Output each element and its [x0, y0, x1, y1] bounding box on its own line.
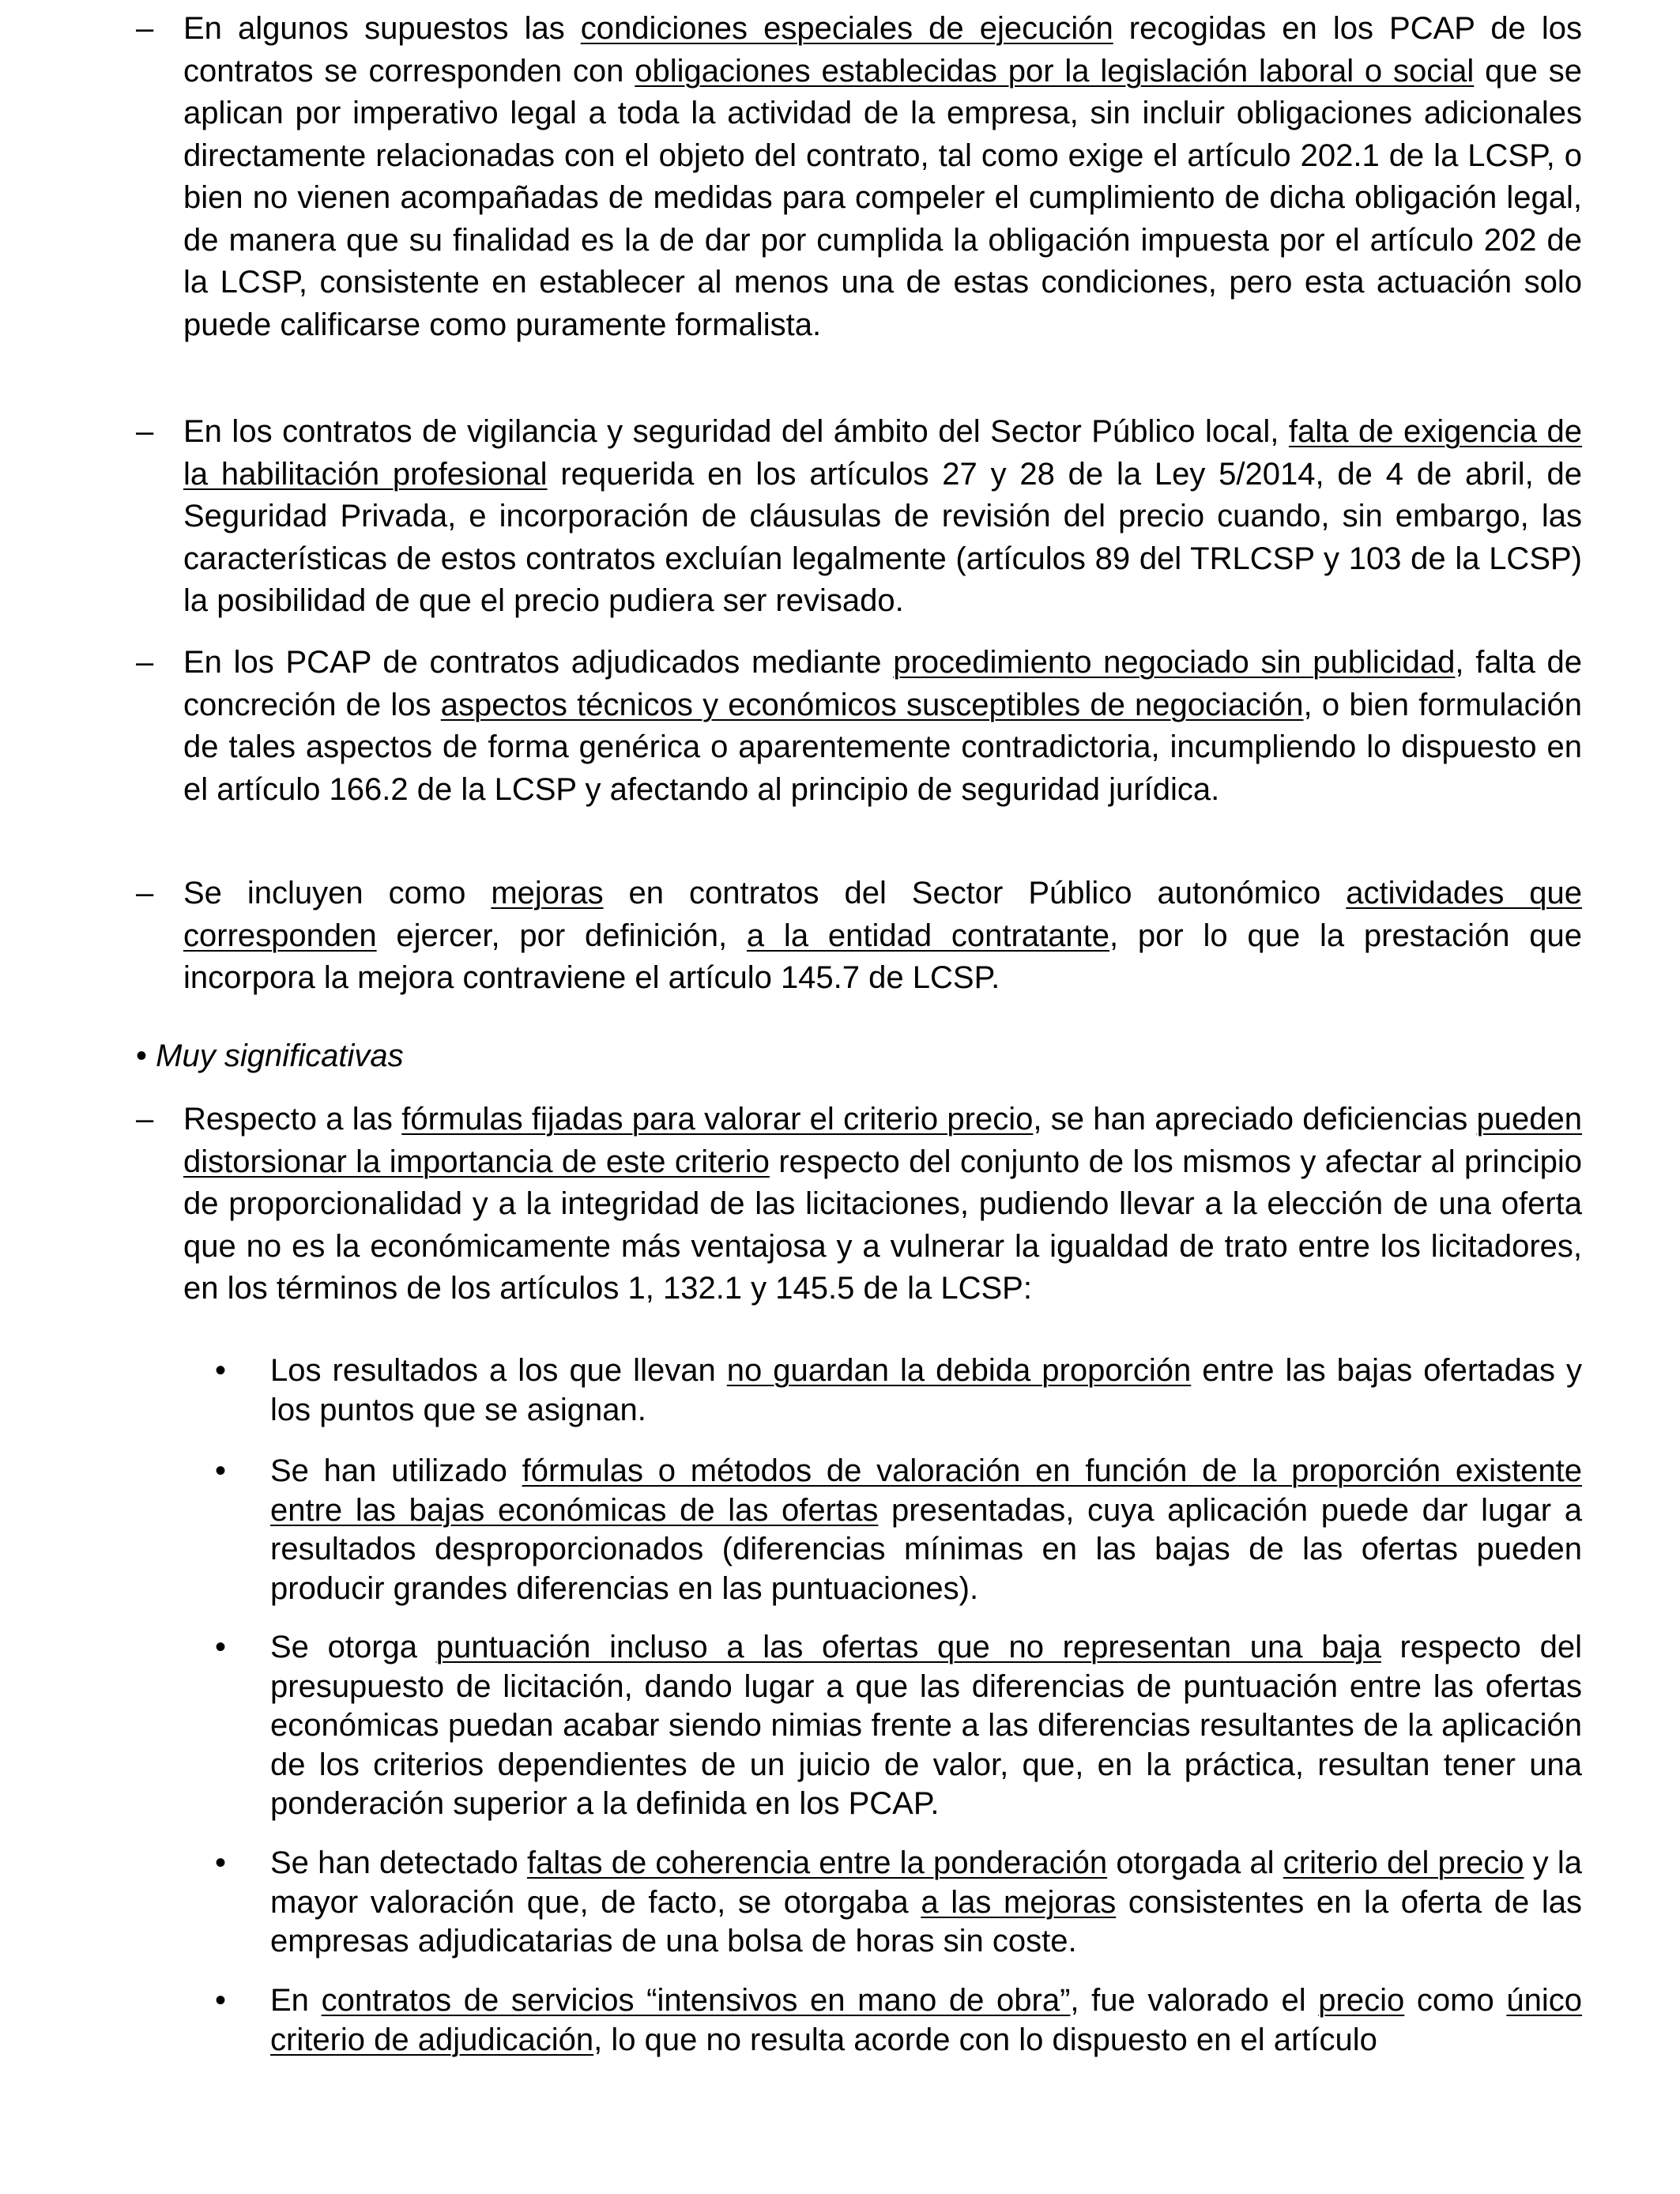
text-run: , lo que no resulta acorde con lo dispuesto en el artículo: [593, 2022, 1377, 2057]
heading-text: Muy significativas: [156, 1039, 404, 1073]
text-run: respecto del presupuesto de licitación, dando lugar a que las diferencias de puntuación entre las ofertas económicas puedan acabar siendo nimias frente a las diferencias resultantes de la aplicación de los criterios dependientes de un juicio de valor, que, en la práctica, resultan tener una ponderación superior a la definida en los PCAP.: [270, 1630, 1582, 1821]
underlined-text: no guardan la debida proporción: [726, 1353, 1192, 1388]
text-run: Respecto a las: [183, 1102, 402, 1137]
paragraph-security-contracts: [183, 411, 1582, 623]
text-run: Los resultados a los que llevan: [270, 1353, 727, 1388]
bullet-marker: •: [215, 1845, 227, 1880]
underlined-text: actividades que corresponden: [183, 876, 1583, 953]
text-run: En los PCAP de contratos adjudicados mediante: [183, 645, 894, 680]
underlined-text: contratos de servicios “intensivos en mano de obra”: [321, 1983, 1071, 2018]
text-run: otorgada al: [1107, 1845, 1283, 1880]
text-run: ejercer, por definición,: [376, 918, 747, 953]
underlined-text: precio: [1318, 1983, 1405, 2018]
text-run: que se aplican por imperativo legal a toda la actividad de la empresa, sin incluir obligaciones adicionales directamente relacionadas con el objeto del contrato, tal como exige el artículo 202.1 de la LCSP, o bien no vienen acompañadas de medidas para compeler el cumplimiento de dicha obligación legal, de manera que su finalidad es la de dar por cumplida la obligación impuesta por el artículo 202 de la LCSP, consistente en establecer al menos una de estas condiciones, pero esta actuación solo puede calificarse como puramente formalista.: [183, 53, 1582, 342]
dash-marker: –: [136, 11, 154, 46]
text-run: en contratos del Sector Público autonómico: [603, 876, 1347, 910]
text-run: , o bien formulación de tales aspectos de forma genérica o aparentemente contradictoria, incumpliendo lo dispuesto en el artículo 166.2 de la LCSP y afectando al principio de seguridad jurídica.: [183, 687, 1582, 807]
text-run: Se han detectado: [270, 1845, 527, 1880]
text-run: En los contratos de vigilancia y seguridad del ámbito del Sector Público local,: [183, 414, 1289, 449]
underlined-text: aspectos técnicos y económicos susceptibles de negociación: [440, 687, 1304, 722]
paragraph-price-formulas: [183, 1099, 1582, 1310]
sub-bullet-valuation-methods: [270, 1452, 1582, 1608]
sub-bullet-scoring: [270, 1628, 1582, 1824]
text-run: y la mayor valoración que, de facto, se otorgaba: [270, 1845, 1582, 1920]
text-run: entre las bajas ofertadas y los puntos que se asignan.: [270, 1353, 1582, 1427]
text-run: En: [270, 1983, 322, 2018]
text-run: , por lo que la prestación que incorpora la mejora contraviene el artículo 145.7 de LCSP.: [183, 918, 1582, 995]
text-run: como: [1404, 1983, 1507, 2018]
text-run: consistentes en la oferta de las empresas adjudicatarias de una bolsa de horas sin coste.: [270, 1884, 1582, 1958]
dash-marker: –: [136, 645, 154, 680]
text-run: En algunos supuestos las: [183, 11, 581, 46]
underlined-text: a las mejoras: [921, 1884, 1117, 1920]
text-run: , se han apreciado deficiencias: [1033, 1102, 1477, 1137]
bullet-marker: •: [215, 1353, 227, 1388]
bullet-marker: •: [215, 1630, 227, 1664]
underlined-text: fórmulas fijadas para valorar el criterio precio: [401, 1102, 1034, 1137]
text-run: presentadas, cuya aplicación puede dar lugar a resultados desproporcionados (diferencias mínimas en las bajas de las ofertas pueden producir grandes diferencias en las puntuaciones).: [270, 1492, 1582, 1606]
underlined-text: obligaciones establecidas por la legislación laboral o social: [635, 53, 1475, 89]
dash-marker: –: [136, 876, 154, 910]
text-run: Se han utilizado: [270, 1453, 522, 1488]
text-run: Se incluyen como: [183, 876, 492, 910]
sub-bullet-coherence: [270, 1844, 1582, 1962]
section-heading: [136, 1035, 404, 1078]
underlined-text: mejoras: [491, 876, 604, 910]
underlined-text: único criterio de adjudicación: [270, 1983, 1582, 2057]
heading-bullet: •: [136, 1039, 148, 1073]
underlined-text: falta de exigencia de la habilitación profesional: [183, 414, 1583, 492]
paragraph-conditions: [183, 8, 1582, 346]
text-run: Se otorga: [270, 1630, 436, 1664]
bullet-marker: •: [215, 1453, 227, 1488]
underlined-text: a la entidad contratante: [746, 918, 1110, 953]
underlined-text: criterio del precio: [1283, 1845, 1524, 1880]
underlined-text: puntuación incluso a las ofertas que no representan una baja: [435, 1630, 1381, 1664]
paragraph-negotiated-procedure: [183, 642, 1582, 811]
text-run: , fue valorado el: [1070, 1983, 1319, 2018]
dash-marker: –: [136, 414, 154, 449]
underlined-text: fórmulas o métodos de valoración en función de la proporción existente entre las bajas económicas de las ofertas: [270, 1453, 1582, 1528]
underlined-text: procedimiento negociado sin publicidad: [893, 645, 1456, 680]
text-run: requerida en los artículos 27 y 28 de la Ley 5/2014, de 4 de abril, de Seguridad Privada, e incorporación de cláusulas de revisión del precio cuando, sin embargo, las características de estos contratos excluían legalmente (artículos 89 del TRLCSP y 103 de la LCSP) la posibilidad de que el precio pudiera ser revisado.: [183, 456, 1583, 618]
text-run: , falta de concreción de los: [183, 645, 1583, 722]
sub-bullet-proportion: [270, 1351, 1582, 1430]
text-run: recogidas en los PCAP de los contratos se corresponden con: [183, 11, 1583, 89]
text-run: respecto del conjunto de los mismos y afectar al principio de proporcionalidad y a la integridad de las licitaciones, pudiendo llevar a la elección de una oferta que no es la económicamente más ventajosa y a vulnerar la igualdad de trato entre los licitadores, en los términos de los artículos 1, 132.1 y 145.5 de la LCSP:: [183, 1144, 1582, 1306]
underlined-text: faltas de coherencia entre la ponderación: [526, 1845, 1108, 1880]
underlined-text: pueden distorsionar la importancia de este criterio: [183, 1102, 1583, 1179]
dash-marker: –: [136, 1102, 154, 1137]
paragraph-improvements: [183, 873, 1582, 1000]
underlined-text: condiciones especiales de ejecución: [580, 11, 1113, 46]
sub-bullet-labor-intensive: [270, 1981, 1582, 2060]
bullet-marker: •: [215, 1983, 227, 2018]
